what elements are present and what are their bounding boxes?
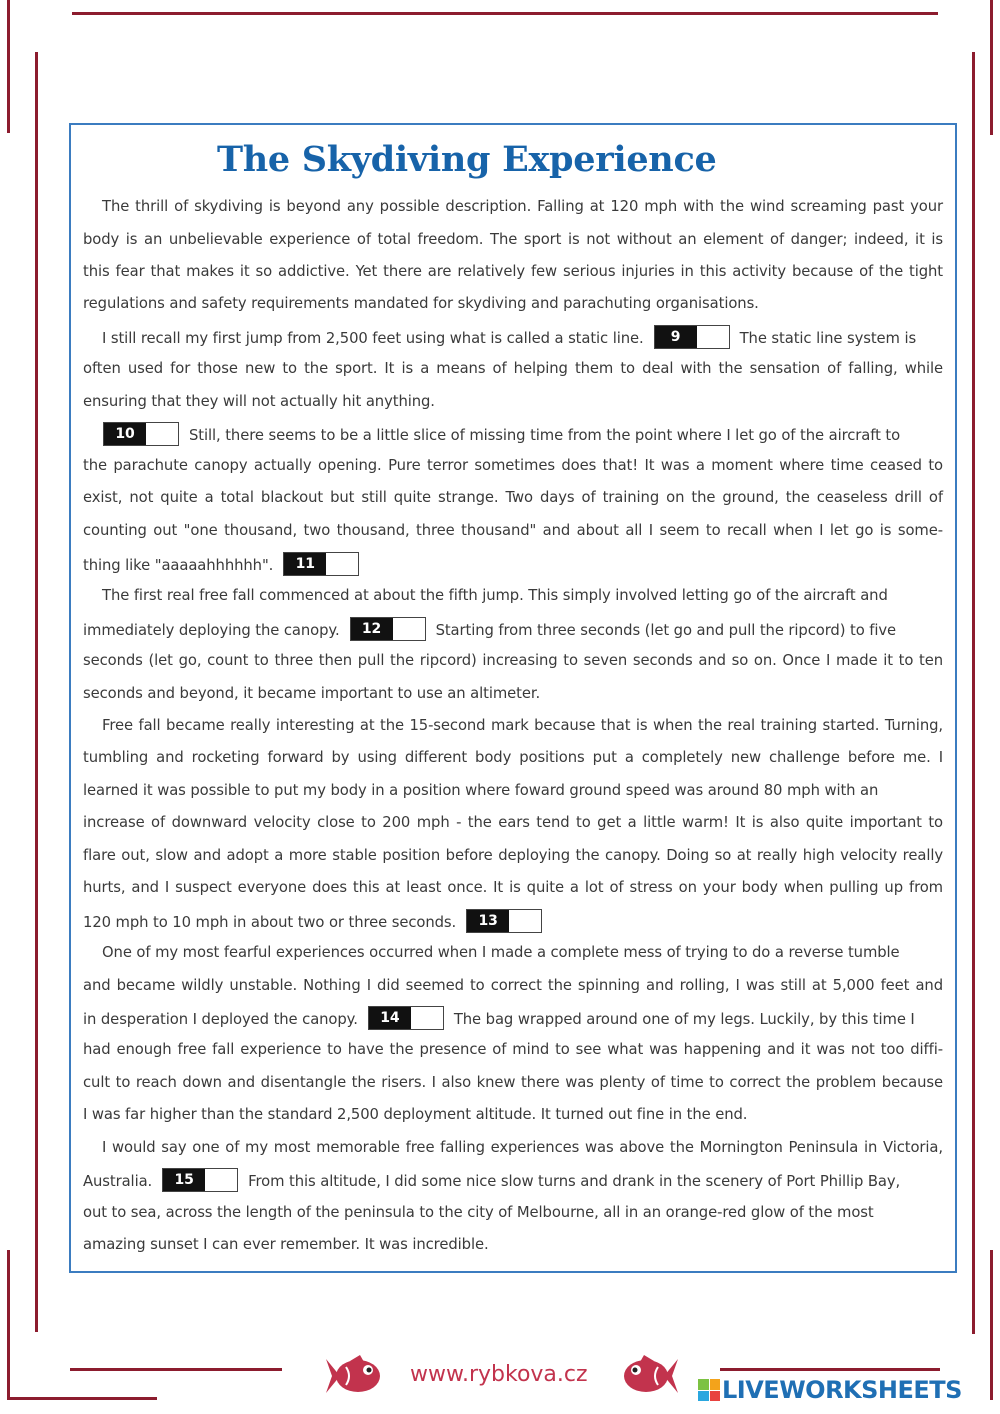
text-segment: Still, there seems to be a little slice of missing time from the point where I let go of the aircraft to <box>189 427 901 444</box>
frame-line-bottom-left-outer <box>7 1397 157 1400</box>
gap-13-field[interactable] <box>466 909 542 933</box>
text-line <box>83 424 900 448</box>
gap-number: 14 <box>369 1007 411 1029</box>
text-line: this fear that makes it so addictive. Yet there are relatively few serious injuries in this activity because of the tight <box>83 263 943 280</box>
gap-12-field[interactable] <box>350 617 426 641</box>
frame-line-left-outer <box>7 0 10 133</box>
article-box <box>69 123 957 1273</box>
gap-14-field[interactable] <box>368 1006 444 1030</box>
text-segment: From this altitude, I did some nice slow turns and drank in the scenery of Port Phillip Bay, <box>248 1173 901 1190</box>
text-line: The thrill of skydiving is beyond any possible description. Falling at 120 mph with the wind screaming past your <box>102 198 943 215</box>
text-line: Free fall became really interesting at the 15-second mark because that is when the real training started. Turning, <box>102 717 943 734</box>
gap-11-field[interactable] <box>283 552 359 576</box>
text-segment: in desperation I deployed the canopy. <box>83 1011 358 1028</box>
liveworksheets-brand <box>698 1376 962 1404</box>
text-segment: immediately deploying the canopy. <box>83 622 340 639</box>
frame-line-top <box>72 12 938 15</box>
text-segment: 120 mph to 10 mph in about two or three seconds. <box>83 914 457 931</box>
text-line: tumbling and rocketing forward by using different body positions put a completely new challenge before me. I <box>83 749 943 766</box>
gap-number: 12 <box>351 618 393 640</box>
text-line <box>83 554 369 578</box>
text-segment: I still recall my first jump from 2,500 feet using what is called a static line. <box>102 330 644 347</box>
text-line: exist, not quite a total blackout but still quite strange. Two days of training on the ground, the ceaseless drill of <box>83 489 943 506</box>
text-segment: The bag wrapped around one of my legs. Luckily, by this time I <box>453 1011 915 1028</box>
gap-9-field[interactable] <box>654 325 730 349</box>
frame-line-right-inner <box>972 52 975 1334</box>
text-line: The first real free fall commenced at about the fifth jump. This simply involved letting go of the aircraft and <box>102 587 888 604</box>
frame-line-right-bottom <box>990 1250 993 1400</box>
text-line: often used for those new to the sport. It is a means of helping them to deal with the sensation of falling, while <box>83 360 943 377</box>
text-segment: The static line system is <box>739 330 917 347</box>
liveworksheets-wordmark: LIVEWORKSHEETS <box>722 1376 962 1404</box>
text-line: flare out, slow and adopt a more stable position before deploying the canopy. Doing so at really high velocity really <box>83 847 943 864</box>
text-line: increase of downward velocity close to 200 mph - the ears tend to get a little warm! It is also quite important to <box>83 814 943 831</box>
gap-10-field[interactable] <box>103 422 179 446</box>
text-line <box>83 1170 900 1194</box>
gap-number: 10 <box>104 423 146 445</box>
text-segment: Starting from three seconds (let go and pull the ripcord) to five <box>435 622 897 639</box>
text-line: One of my most fearful experiences occurred when I made a complete mess of trying to do a reverse tumble <box>102 944 900 961</box>
text-line: body is an unbelievable experience of total freedom. The sport is not without an element of danger; indeed, it is <box>83 231 943 248</box>
text-line: learned it was possible to put my body in a position where foward ground speed was around 80 mph with an <box>83 782 879 799</box>
text-line: and became wildly unstable. Nothing I did seemed to correct the spinning and rolling, I was still at 5,000 feet and <box>83 977 943 994</box>
text-line: regulations and safety requirements mandated for skydiving and parachuting organisations. <box>83 295 759 312</box>
article-title: The Skydiving Experience <box>217 139 717 180</box>
text-line: seconds and beyond, it became important to use an altimeter. <box>83 685 541 702</box>
text-line: seconds (let go, count to three then pull the ripcord) increasing to seven seconds and so on. Once I made it to ten <box>83 652 943 669</box>
gap-number: 11 <box>284 553 326 575</box>
text-line: counting out "one thousand, two thousand, three thousand" and about all I seem to recall when I let go is some- <box>83 522 943 539</box>
text-segment: thing like "aaaaahhhhhh". <box>83 557 274 574</box>
text-line: I would say one of my most memorable free falling experiences was above the Mornington Peninsula in Victoria, <box>102 1139 943 1156</box>
text-segment: Australia. <box>83 1173 153 1190</box>
website-link[interactable]: www.rybkova.cz <box>410 1362 588 1387</box>
gap-number: 13 <box>467 910 509 932</box>
gap-number: 9 <box>655 326 697 348</box>
frame-line-bottom-right <box>720 1368 940 1371</box>
text-line: out to sea, across the length of the peninsula to the city of Melbourne, all in an orange-red glow of the most <box>83 1204 874 1221</box>
text-line <box>83 911 552 935</box>
text-line: cult to reach down and disentangle the risers. I also knew there was plenty of time to correct the problem because <box>83 1074 943 1091</box>
gap-number: 15 <box>163 1169 205 1191</box>
text-line <box>102 327 916 351</box>
text-line: amazing sunset I can ever remember. It was incredible. <box>83 1236 489 1253</box>
fish-icon <box>322 1353 384 1399</box>
text-line: hurts, and I suspect everyone does this at least once. It is quite a lot of stress on your body when pulling up from <box>83 879 943 896</box>
text-line <box>83 1008 915 1032</box>
frame-line-left-bottom <box>7 1250 10 1400</box>
text-line: the parachute canopy actually opening. Pure terror sometimes does that! It was a moment where time ceased to <box>83 457 943 474</box>
text-line <box>83 619 896 643</box>
frame-line-left-inner <box>35 52 38 1332</box>
frame-line-bottom-left <box>70 1368 282 1371</box>
frame-line-right-outer <box>990 0 993 135</box>
text-line: ensuring that they will not actually hit anything. <box>83 393 435 410</box>
text-line: I was far higher than the standard 2,500 deployment altitude. It turned out fine in the end. <box>83 1106 748 1123</box>
gap-15-field[interactable] <box>162 1168 238 1192</box>
text-line: had enough free fall experience to have the presence of mind to see what was happening and it was not too diffi- <box>83 1041 943 1058</box>
liveworksheets-logo-icon <box>698 1379 720 1401</box>
fish-icon <box>620 1353 682 1399</box>
